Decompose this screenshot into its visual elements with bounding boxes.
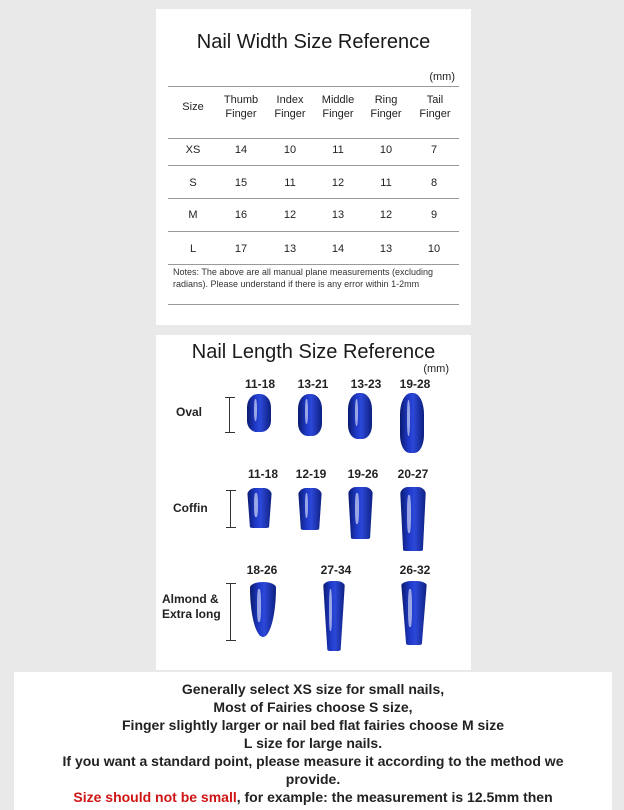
coffin-range-1: 11-18 <box>247 467 279 481</box>
length-ruler <box>225 397 235 433</box>
width-size-card <box>156 9 471 325</box>
almond-label: Almond & Extra long <box>162 592 221 621</box>
table-cell: 9 <box>430 209 438 221</box>
length-ruler <box>226 583 236 641</box>
header-size: Size <box>182 101 204 113</box>
table-cell: 16 <box>234 209 248 221</box>
table-cell: XS <box>185 144 201 156</box>
oval-nail-4 <box>400 393 424 453</box>
header-middle: Middle Finger <box>321 94 355 120</box>
warning-text: Size should not be small <box>73 789 237 805</box>
table-cell: 8 <box>430 177 438 189</box>
coffin-nail-3 <box>348 487 373 539</box>
header-ring: Ring Finger <box>370 94 402 120</box>
length-ruler <box>226 490 236 528</box>
oval-range-2: 13-21 <box>297 377 329 391</box>
oval-nail-2 <box>298 394 322 436</box>
length-unit: (mm) <box>423 363 449 375</box>
almond-nail-1 <box>250 582 276 637</box>
almond-range-3: 26-32 <box>399 563 431 577</box>
table-cell: S <box>189 177 197 189</box>
table-cell: 12 <box>379 209 393 221</box>
coffin-range-3: 19-26 <box>347 467 379 481</box>
table-cell: L <box>189 243 197 255</box>
coffin-nail-1 <box>247 488 272 528</box>
almond-range-2: 27-34 <box>320 563 352 577</box>
divider <box>168 231 459 232</box>
length-size-card <box>156 335 471 670</box>
width-title: Nail Width Size Reference <box>196 31 431 53</box>
oval-label: Oval <box>176 405 203 419</box>
length-title: Nail Length Size Reference <box>191 341 436 363</box>
header-thumb: Thumb Finger <box>223 94 259 120</box>
advice-line: L size for large nails. <box>243 735 383 751</box>
table-cell: 11 <box>332 144 344 156</box>
table-cell: 12 <box>283 209 297 221</box>
almond-nail-2 <box>323 581 345 651</box>
header-index: Index Finger <box>274 94 306 120</box>
divider <box>168 198 459 199</box>
divider <box>168 165 459 166</box>
coffin-label: Coffin <box>173 501 208 515</box>
advice-line: provide. <box>285 771 341 787</box>
almond-range-1: 18-26 <box>246 563 278 577</box>
width-notes: Notes: The above are all manual plane measurements (excluding radians). Please understand if there is any error within 1-2mm <box>173 267 433 289</box>
size-advice <box>14 672 612 810</box>
table-cell: 11 <box>380 177 392 189</box>
divider <box>168 86 459 87</box>
table-cell: 13 <box>283 243 297 255</box>
coffin-range-4: 20-27 <box>397 467 429 481</box>
oval-range-1: 11-18 <box>244 377 276 391</box>
table-cell: 10 <box>283 144 297 156</box>
almond-nail-3 <box>401 581 427 645</box>
oval-nail-3 <box>348 393 372 439</box>
warning-continuation: , for example: the measurement is 12.5mm then <box>236 789 553 805</box>
coffin-nail-2 <box>298 488 322 530</box>
header-tail: Tail Finger <box>419 94 451 120</box>
table-cell: 14 <box>331 243 345 255</box>
advice-line: Finger slightly larger or nail bed flat fairies choose M size <box>122 717 504 733</box>
advice-line: Generally select XS size for small nails, <box>181 681 445 697</box>
table-cell: M <box>188 209 198 221</box>
divider <box>168 304 459 305</box>
divider <box>168 264 459 265</box>
table-cell: 14 <box>234 144 248 156</box>
table-cell: 10 <box>427 243 441 255</box>
table-cell: 10 <box>379 144 393 156</box>
divider <box>168 138 459 139</box>
coffin-range-2: 12-19 <box>295 467 327 481</box>
table-cell: 15 <box>234 177 248 189</box>
oval-range-3: 13-23 <box>350 377 382 391</box>
table-cell: 13 <box>331 209 345 221</box>
width-unit: (mm) <box>429 71 455 83</box>
table-cell: 11 <box>284 177 296 189</box>
oval-range-4: 19-28 <box>399 377 431 391</box>
advice-warning-line <box>14 789 612 805</box>
table-cell: 17 <box>234 243 248 255</box>
oval-nail-1 <box>247 394 271 432</box>
table-cell: 13 <box>379 243 393 255</box>
coffin-nail-4 <box>400 487 426 551</box>
advice-line: Most of Fairies choose S size, <box>213 699 413 715</box>
advice-line: If you want a standard point, please measure it according to the method we <box>62 753 564 769</box>
table-cell: 7 <box>430 144 438 156</box>
table-cell: 12 <box>331 177 345 189</box>
